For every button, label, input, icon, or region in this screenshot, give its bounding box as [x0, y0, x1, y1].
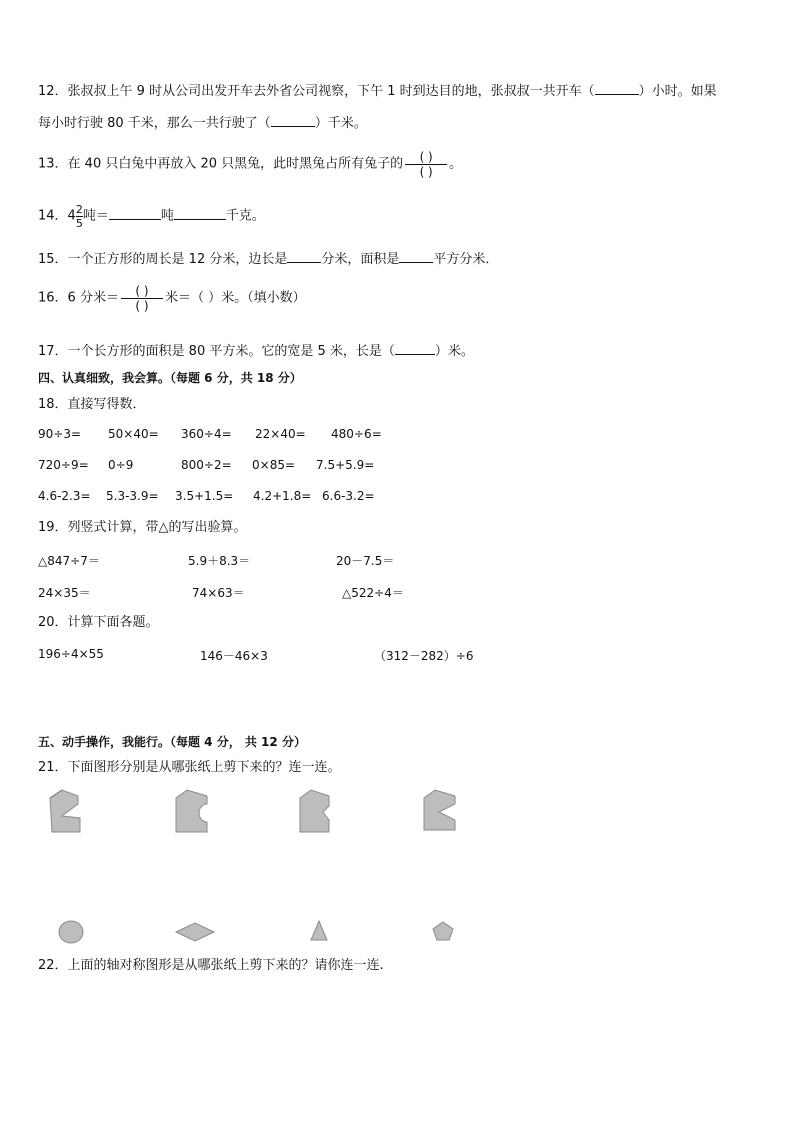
question-13: 13．在 40 只白兔中再放入 20 只黑兔，此时黑兔占所有兔子的 $\frac{( )}{( )}$ 。 — [38, 150, 463, 179]
vertical-calc-item: 24×35＝ — [38, 586, 91, 600]
vertical-calc-item: 74×63＝ — [192, 586, 245, 600]
question-12-line1: 12．张叔叔上午 9 时从公司出发开车去外省公司视察，下午 1 时到达目的地，张叔叔一共开车（ ）小时。如果 — [38, 84, 717, 99]
oral-calc-item: 6.6-3.2= — [322, 489, 375, 503]
calc-item: 196÷4×55 — [38, 647, 104, 661]
vertical-calc-item: 5.9＋8.3＝ — [188, 554, 251, 568]
calc-item: （312－282）÷6 — [374, 649, 474, 663]
oral-calc-item: 0×85= — [252, 458, 296, 472]
folded-paper-trapezoid-cut-icon[interactable] — [297, 788, 337, 834]
oral-calc-item: 50×40= — [108, 427, 159, 441]
rhombus-shape-icon[interactable] — [174, 920, 216, 944]
question-22-title: 22．上面的轴对称图形是从哪张纸上剪下来的？请你连一连. — [38, 958, 384, 973]
oral-calc-item: 0÷9 — [108, 458, 134, 472]
oral-calc-item: 720÷9= — [38, 458, 89, 472]
question-18-title: 18．直接写得数． — [38, 397, 146, 412]
fraction-blank[interactable]: $\frac{( )}{( )}$ — [405, 150, 447, 179]
answer-blank[interactable] — [271, 114, 315, 127]
oral-calc-item: 4.6-2.3= — [38, 489, 91, 503]
oral-calc-item: 5.3-3.9= — [106, 489, 159, 503]
question-17: 17．一个长方形的面积是 80 平方米。它的宽是 5 米，长是（ ）米。 — [38, 344, 474, 359]
oral-calc-item: 3.5+1.5= — [175, 489, 234, 503]
answer-blank[interactable] — [399, 250, 433, 263]
triangle-shape-icon[interactable] — [308, 919, 330, 943]
vertical-calc-item: △522÷4＝ — [342, 586, 404, 600]
oral-calc-item: 7.5+5.9= — [316, 458, 375, 472]
vertical-calc-item: 20－7.5＝ — [336, 554, 395, 568]
oral-calc-item: 22×40= — [255, 427, 306, 441]
oral-calc-item: 480÷6= — [331, 427, 382, 441]
answer-blank[interactable] — [287, 250, 321, 263]
section-5-title: 五、动手操作，我能行。（每题 4 分， 共 12 分） — [38, 735, 306, 749]
question-14: 14．$4\frac{2}{5}$吨＝ 吨 千克。 — [38, 203, 265, 230]
answer-blank[interactable] — [395, 342, 435, 355]
folded-paper-zigzag-icon[interactable] — [48, 788, 84, 834]
oral-calc-item: 4.2+1.8= — [253, 489, 312, 503]
answer-blank[interactable] — [174, 207, 226, 220]
pentagon-shape-icon[interactable] — [430, 919, 456, 943]
oral-calc-item: 90÷3= — [38, 427, 82, 441]
question-15: 15．一个正方形的周长是 12 分米，边长是 分米，面积是 平方分米． — [38, 252, 499, 267]
calc-item: 146－46×3 — [200, 649, 268, 663]
vertical-calc-item: △847÷7＝ — [38, 554, 100, 568]
answer-blank[interactable] — [595, 82, 639, 95]
question-21-title: 21．下面图形分别是从哪张纸上剪下来的？连一连。 — [38, 760, 341, 775]
circle-shape-icon[interactable] — [56, 918, 86, 946]
folded-paper-triangle-cut-icon[interactable] — [421, 788, 461, 834]
question-19-title: 19．列竖式计算，带△的写出验算。 — [38, 520, 247, 535]
question-20-title: 20．计算下面各题。 — [38, 615, 159, 630]
section-4-title: 四、认真细致，我会算。（每题 6 分，共 18 分） — [38, 371, 302, 385]
answer-blank[interactable] — [109, 207, 161, 220]
oral-calc-item: 360÷4= — [181, 427, 232, 441]
question-16: 16．6 分米＝ $\frac{( )}{( )}$ 米＝（ ）米。（填小数） — [38, 284, 306, 313]
mixed-fraction: $\frac{2}{5}$ — [75, 203, 83, 230]
fraction-blank[interactable]: $\frac{( )}{( )}$ — [121, 284, 163, 313]
folded-paper-semicircle-cut-icon[interactable] — [173, 788, 213, 834]
question-12-line2: 每小时行驶 80 千米，那么一共行驶了（ ）千米。 — [38, 116, 367, 131]
oral-calc-item: 800÷2= — [181, 458, 232, 472]
